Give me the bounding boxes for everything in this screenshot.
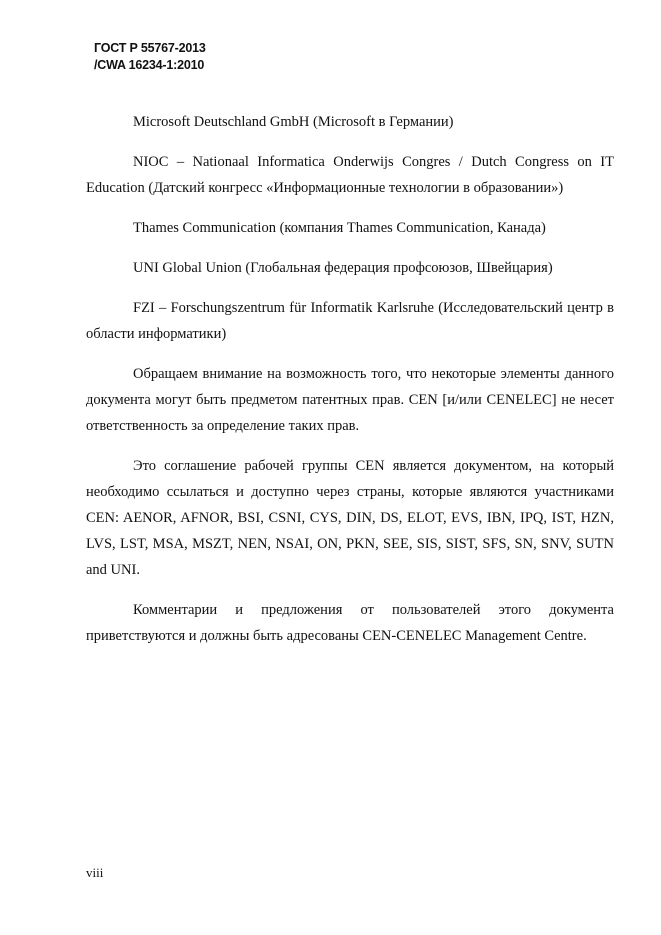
document-body [86,109,614,663]
paragraph-fzi: FZI – Forschungszentrum für Informatik Karlsruhe (Исследовательский центр в области информатики) [86,300,614,342]
paragraph-nioc: NIOC – Nationaal Informatica Onderwijs Congres / Dutch Congress on IT Education (Датский конгресс «Информационные технологии в образовании») [86,154,614,196]
standard-designation: ГОСТ Р 55767-2013 [94,41,206,55]
page-number: viii [86,865,104,880]
paragraph-comments: Комментарии и предложения от пользователей этого документа приветствуются и должны быть адресованы CEN-CENELEC Management Centre. [86,602,614,644]
paragraph-thames: Thames Communication (компания Thames Communication, Канада) [133,220,546,236]
paragraph-cen-members: Это соглашение рабочей группы CEN является документом, на который необходимо ссылаться и доступно через страны, которые являются участниками CEN: AENOR, AFNOR, BSI, CSNI, CYS, DIN, DS, ELOT, EVS, IBN, IPQ, IST, HZN, LVS, LST, MSA, MSZT, NEN, NSAI, ON, PKN, SEE, SIS, SIST, SFS, SN, SNV, SUTN and UNI. [86,458,614,578]
paragraph-microsoft: Microsoft Deutschland GmbH (Microsoft в Германии) [133,114,454,130]
paragraph-uni-global: UNI Global Union (Глобальная федерация профсоюзов, Швейцария) [133,260,553,276]
cwa-designation: /CWA 16234-1:2010 [94,58,205,72]
document-header [94,40,206,74]
paragraph-patent-notice: Обращаем внимание на возможность того, что некоторые элементы данного документа могут быть предметом патентных прав. CEN [и/или CENELEC] не несет ответственность за определение таких прав. [86,366,614,434]
